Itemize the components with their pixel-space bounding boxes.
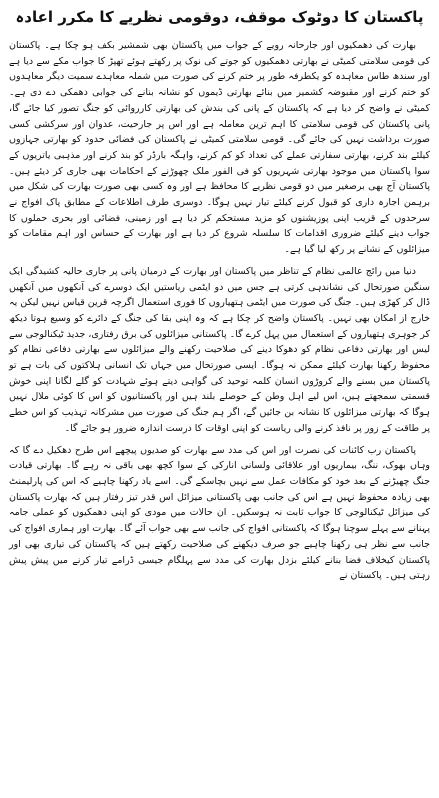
article-paragraph-2: دنیا میں رائج عالمی نظام کے تناظر میں پاکستان اور بھارت کے درمیان پانی پر جاری حالیہ کشیدگی ایک سنگین صورتحال کی نشاندہی کرتی ہے جس میں دو ایٹمی ریاستیں ایک دوسرے کی آنکھوں میں آنکھیں ڈال کر کھڑی ہیں۔ جنگ کی صورت میں ایٹمی ہتھیاروں کا فوری استعمال اگرچہ قرین قیاس نہیں لیکن یہ خارج از امکان بھی نہیں۔ پاکستان واضح کر چکا ہے کہ وہ اپنی بقا کی جنگ کے دائرے کو وسیع ہوتا دیکھ کر جوہری ہتھیاروں کے استعمال میں پہل کرے گا۔ پاکستانی میزائلوں کی برق رفتاری، جدید ٹیکنالوجی سے لیس اور بھارتی دفاعی نظام کو دھوکا دینے کی صلاحیت رکھنے والے میزائلوں سے بھارتی دفاعی نظام کو محفوظ رکھنا بھارت کیلئے ممکن نہ ہوگا۔ ایسی صورتحال میں جہاں تک انسانی ہلاکتوں کی بات ہے تو پاکستان میں بسنے والے کروڑوں انسان کلمہ توحید کی گواہی دیتے ہوئے شہادت کو گلے لگانا اپنی خوش قسمتی سمجھتے ہیں، اس لیے اہل وطن کے حوصلے بلند ہیں اور پاکستانیوں کو اس کا کوئی ملال نہیں ہوگا کہ بھارتی میزائلوں کا نشانہ بن جائیں گے، اگر ہم جنگ کی صورت میں مشرکانہ تہذیب کو اس خطے پر طاقت کے زور پر نافذ کرنے والی ریاست کو اپنی اوقات کا درست اندازہ ضرور ہو جائے گا۔ — [9, 265, 430, 434]
article-headline: پاکستان کا دوٹوک موقف، دوقومی نظریے کا مکرر اعادہ — [15, 8, 424, 26]
article-paragraph-1: بھارت کی دھمکیوں اور جارحانہ رویے کے جواب میں پاکستان بھی شمشیر بکف ہو چکا ہے۔ پاکستان کی قومی سلامتی کمیٹی نے بھارتی دھمکیوں کو جوتے کی نوک پر رکھتے ہوئے تھپڑ کا جواب مکے سے دیا ہے اور سندھ طاس معاہدہ کو یکطرفہ طور پر ختم کرنے کی صورت میں شملہ معاہدے سمیت دیگر معاہدوں کو ختم کرنے اور مقبوضہ کشمیر میں بنائے بھارتی ڈیموں کو نشانہ بنانے کی جوابی دھمکی دے دی ہے۔ کمیٹی نے واضح کر دیا ہے کہ پاکستان کے پانی کی بندش کی بھارتی کارروائی کو جنگ تصور کیا جائے گا، پانی پاکستان کی قومی سلامتی کا اہم ترین معاملہ ہے اور اس پر جارحیت، عدوان اور سرکشی کسی صورت برداشت نہیں کی جائے گی۔ قومی سلامتی کمیٹی نے پاکستان کی فضائی حدود کو بھارتی جہازوں کیلئے بند کرنے، بھارتی سفارتی عملے کی تعداد کو کم کرنے، واہگہ بارڈر کو بند کرنے اور مذہبی یاتریوں کے سوا پاکستان میں موجود بھارتی شہریوں کو فی الفور ملک چھوڑنے کے احکامات بھی جاری کر دیئے ہیں۔ پاکستان آج بھی برصغیر میں دو قومی نظریے کا محافظ ہے اور وہ کسی بھی صورت بھارت کی شکل میں برہمن اجارہ داری کو قبول کرنے کیلئے تیار نہیں ہوگا۔ دوسری طرف اطلاعات کے مطابق پاک افواج نے سرحدوں کے قریب اپنی پوزیشنوں کو مزید مستحکم کر دیا ہے اور زمینی، فضائی اور بحری حملوں کا جواب دینے کیلئے ضروری اقدامات کا سلسلہ شروع کر دیا ہے اور بھارت کے حساس اور اہم مقامات کو میزائلوں کے نشانے پر رکھ لیا گیا ہے۔ — [9, 40, 430, 256]
article-body — [9, 38, 430, 584]
article-paragraph-3: پاکستان رب کائنات کی نصرت اور اس کی مدد سے بھارت کو صدیوں پیچھے اس طرح دھکیل دے گا کہ وہاں بھوک، ننگ، بیماریوں اور علاقائی ولسانی انارکی کے سوا کچھ بھی باقی نہ رہے گا۔ بھارتی قیادت جنگ چھیڑنے کے بعد خود کو مکافات عمل سے نہیں بچاسکے گی۔ اسے یاد رکھنا چاہیے کہ اس کی پارلیمنٹ بھی زیادہ محفوظ نہیں ہے اس کی جانب بھی پاکستانی میزائل اس قدر تیز رفتار ہیں کہ بھارت پاکستان کی میزائل ٹیکنالوجی کا جواب ثابت نہ ہوسکیں۔ ان حالات میں مودی کو اپنی دھمکیوں کو عملی جامہ پہنانے سے پہلے سوچنا ہوگا کہ پاکستانی افواج کی جانب سے بھی جواب آئے گا۔ بھارت اور ہماری افواج کی جانب سے نظر ہی رکھنا چاہیے جو صرف دیکھنے کی صلاحیت رکھتے ہیں کہ پاکستان کی تیاری بھی اور پاکستان کیخلاف فضا بنانے کیلئے بزدل بھارت کی مدد سے پہلگام جیسی ڈرامے تیار کرنے میں پیش پیش رہتی ہیں۔ پاکستان نے — [9, 444, 430, 582]
